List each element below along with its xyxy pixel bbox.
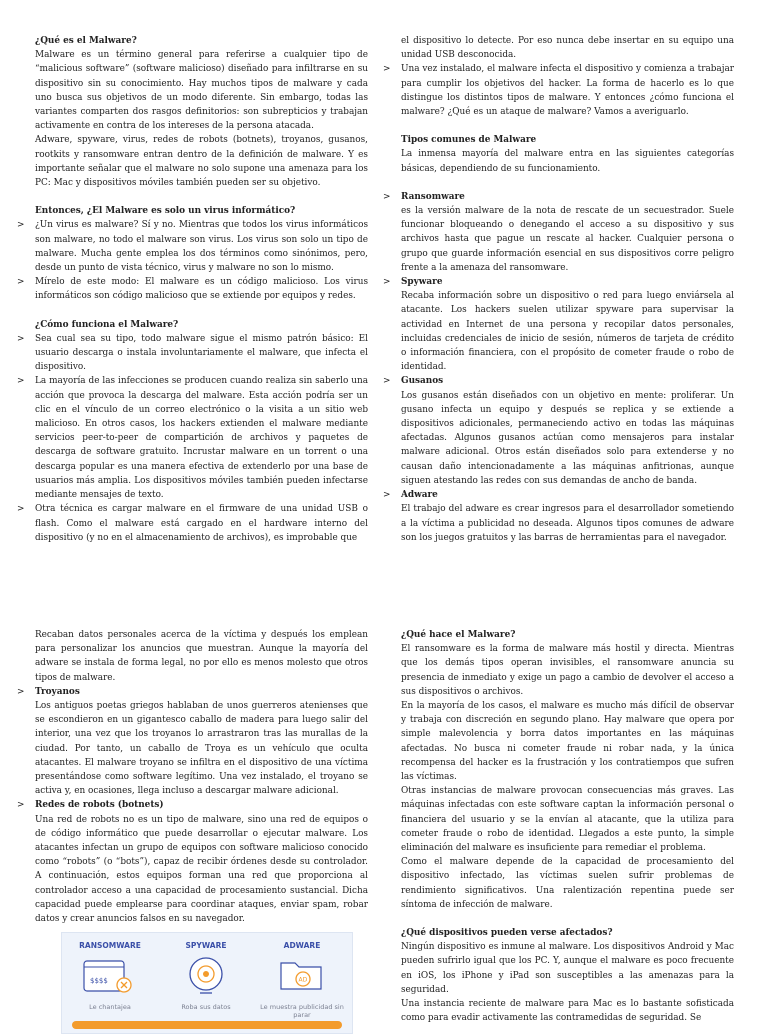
paragraph: Una red de robots no es un tipo de malware, sino una red de equipos o de código informático que puede desarrollar o ejecutar malware. Los atacantes infectan un grupo de equipos con software malicioso conocido como “robots” (o “bots”), capaz de recibir órdenes desde su controlador. A continuación, estos equipos forman una red que proporciona al controlador acceso a una capacidad de procesamiento sustancial. Dicha capacidad puede emplearse para coordinar ataques, enviar spam, robar datos y crear anuncios falsos en su navegador. <box>35 814 368 925</box>
column-3 <box>17 628 368 926</box>
column-2 <box>383 34 734 545</box>
subheading-botnets: > Redes de robots (botnets) <box>35 798 368 812</box>
paragraph: Ningún dispositivo es inmune al malware. Los dispositivos Android y Mac pueden sufrirlo igual que los PC. Y, aunque el malware es poco frecuente en iOS, los iPhone y iPad son susceptibles a las amenazas para la seguridad. <box>401 942 734 995</box>
paragraph: En la mayoría de los casos, el malware es mucho más difícil de observar y trabaja con discreción en segundo plano. Hay malware que opera por simple malevolencia y borra datos importantes en las máquinas afectadas. No busca ni cometer fraude ni robar nada, y la única recompensa del hacker es la frustración y los contratiempos que sufren las víctimas. <box>401 701 734 783</box>
heading-que-hace: ¿Qué hace el Malware? <box>401 630 516 640</box>
svg-text:AD: AD <box>298 976 308 984</box>
ransom-screen-icon <box>80 957 140 997</box>
bullet-marker-icon: > <box>383 64 391 75</box>
column-1 <box>17 34 368 545</box>
subheading-adware: > Adware <box>401 488 734 502</box>
paragraph: El ransomware es la forma de malware más hostil y directa. Mientras que los demás tipos operan invisibles, el ransomware anuncia su presencia de inmediato y exige un pago a cambio de devolver el acceso a sus dispositivos o archivos. <box>401 644 734 697</box>
paragraph: Los antiguos poetas griegos hablaban de unos guerreros atenienses que se escondieron en un gigantesco caballo de madera para luego salir del interior, una vez que los troyanos lo arrastraron tras las murallas de la ciudad. Por tanto, un caballo de Troya es un vehículo que oculta atacantes. El malware troyano se infiltra en el dispositivo de una víctima presentándose como software legítimo. Una vez instalado, el troyano se activa y, en ocasiones, llega incluso a descargar malware adicional. <box>35 701 368 797</box>
ad-folder-icon <box>277 955 327 995</box>
bullet-marker-icon: > <box>17 220 25 231</box>
infographic-adware: ADWARE AD Le muestra publicidad sin parar <box>260 941 344 1019</box>
bullet-item: > Una vez instalado, el malware infecta el dispositivo y comienza a trabajar para cumplir los objetivos del hacker. La forma de hacerlo es lo que distingue los distintos tipos de malware. Y entonces ¿cómo funciona el malware? ¿Qué es un ataque de malware? Vamos a averiguarlo. <box>383 64 734 118</box>
subheading-gusanos: > Gusanos <box>401 374 734 388</box>
bullet-marker-icon: > <box>383 376 391 387</box>
paragraph: Los gusanos están diseñados con un objetivo en mente: proliferar. Un gusano infecta un equipo y después se replica y se extiende a dispositivos adicionales, permaneciendo activo en todas las máquinas afectadas. Algunos gusanos actúan como mensajeros para instalar malware adicional. Otros están diseñados solo para extenderse y no causan daño intencionadamente a las máquinas anfitrionas, aunque siguen atestando las redes con sus demandas de ancho de banda. <box>401 390 734 486</box>
heading-como-funciona: ¿Cómo funciona el Malware? <box>35 319 179 330</box>
paragraph: Recaba información sobre un dispositivo o red para luego enviársela al atacante. Los hackers suelen utilizar spyware para supervisar la actividad en Internet de una persona y recopilar datos personales, incluidas credenciales de inicio de sesión, números de tarjeta de crédito o información financiera, con el propósito de cometer fraude o robo de identidad. <box>401 291 734 373</box>
bullet-marker-icon: > <box>383 191 391 202</box>
paragraph: El trabajo del adware es crear ingresos para el desarrollador sometiendo a la víctima a publicidad no deseada. Algunos tipos comunes de adware son los juegos gratuitos y las barras de herramientas para el navegador. <box>401 504 734 543</box>
malware-infographic <box>61 932 353 1034</box>
heading-dispositivos: ¿Qué dispositivos pueden verse afectados? <box>401 928 613 939</box>
infographic-ransomware: RANSOMWARE $$$$ Le chantajea <box>79 941 141 1011</box>
column-4 <box>401 628 734 1025</box>
subheading-ransomware: > Ransomware <box>401 190 734 204</box>
bullet-marker-icon: > <box>17 277 25 288</box>
bullet-marker-icon: > <box>17 376 25 387</box>
bullet-item: > Mírelo de este modo: El malware es un código malicioso. Los virus informáticos son código malicioso que se extiende por equipos y redes. <box>17 277 368 302</box>
infographic-spyware: SPYWARE Roba sus datos <box>181 941 231 1011</box>
paragraph: es la versión malware de la nota de rescate de un secuestrador. Suele funcionar bloqueando o denegando el acceso a su dispositivo y sus archivos hasta que pague un rescate al hacker. Cualquier persona o grupo que guarde información esencial en sus dispositivos corre peligro frente a la amenaza del ransomware. <box>401 206 734 273</box>
bullet-marker-icon: > <box>17 686 25 697</box>
bullet-marker-icon: > <box>383 277 391 288</box>
subheading-spyware: > Spyware <box>401 275 734 289</box>
paragraph: La inmensa mayoría del malware entra en las siguientes categorías básicas, dependiendo de su funcionamiento. <box>401 149 734 174</box>
paragraph: Adware, spyware, virus, redes de robots (botnets), troyanos, gusanos, rootkits y ransomware entran dentro de la definición de malware. Y es importante señalar que el malware no solo supone una amenaza para los PC: Mac y dispositivos móviles también pueden ser su objetivo. <box>35 135 368 189</box>
paragraph: Una instancia reciente de malware para Mac es lo bastante sofisticada como para evadir activamente las contramedidas de seguridad. Se <box>401 999 734 1024</box>
subheading-troyanos: > Troyanos <box>35 685 368 699</box>
heading-virus: Entonces, ¿El Malware es solo un virus informático? <box>35 206 296 217</box>
infographic-bar <box>72 1021 342 1029</box>
bullet-marker-icon: > <box>17 504 25 515</box>
bullet-item: > Otra técnica es cargar malware en el firmware de una unidad USB o flash. Como el malware está cargado en el hardware interno del dispositivo (y no en el almacenamiento de archivos), es improbable que <box>17 504 368 543</box>
bullet-item: > ¿Un virus es malware? Sí y no. Mientras que todos los virus informáticos son malware, no todo el malware son virus. Los virus son solo un tipo de malware. Mucha gente emplea los dos términos como sinónimos, pero, desde un punto de vista técnico, virus y malware no son lo mismo. <box>17 220 368 274</box>
paragraph: Como el malware depende de la capacidad de procesamiento del dispositivo infectado, las víctimas suelen sufrir problemas de rendimiento significativos. Una ralentización repentina puede ser síntoma de infección de malware. <box>401 857 734 910</box>
paragraph: Malware es un término general para referirse a cualquier tipo de “malicious software” (software malicioso) diseñado para infiltrarse en su dispositivo sin su conocimiento. Hay muchos tipos de malware y cada uno busca sus objetivos de un modo diferente. Sin embargo, todas las variantes comparten dos rasgos definitorios: son subrepticios y trabajan activamente en contra de los intereses de la persona atacada. <box>35 50 368 132</box>
paragraph: Otras instancias de malware provocan consecuencias más graves. Las máquinas infectadas con este software captan la información personal o financiera del usuario y se la envían al atacante, que la utiliza para cometer fraude o robo de identidad. Llegados a este punto, la simple eliminación del malware es insuficiente para remediar el problema. <box>401 786 734 854</box>
svg-text:$$$$: $$$$ <box>90 977 108 985</box>
bullet-marker-icon: > <box>17 333 25 344</box>
bullet-item: > Sea cual sea su tipo, todo malware sigue el mismo patrón básico: El usuario descarga o instala involuntariamente el malware, que infecta el dispositivo. <box>17 333 368 373</box>
bullet-marker-icon: > <box>383 490 391 501</box>
webcam-icon <box>186 955 226 999</box>
heading-que-es: ¿Qué es el Malware? <box>35 36 137 46</box>
bullet-marker-icon: > <box>17 800 25 811</box>
bullet-item: > La mayoría de las infecciones se producen cuando realiza sin saberlo una acción que provoca la descarga del malware. Esta acción podría ser un clic en el vínculo de un correo electrónico o la visita a un sitio web malicioso. En otros casos, los hackers extienden el malware mediante servicios peer-to-peer de compartición de archivos y paquetes de descarga de software gratuito. Incrustar malware en un torrent o una descarga popular es una manera efectiva de extenderlo por una base de usuarios más amplia. Los dispositivos móviles también pueden infectarse mediante mensajes de texto. <box>17 376 368 501</box>
paragraph: el dispositivo lo detecte. Por eso nunca debe insertar en su equipo una unidad USB desconocida. <box>401 36 734 61</box>
paragraph: Recaban datos personales acerca de la víctima y después los emplean para personalizar los anuncios que muestran. Aunque la mayoría del adware se instala de forma legal, no por ello es menos molesto que otros tipos de malware. <box>35 630 368 683</box>
heading-tipos: Tipos comunes de Malware <box>401 135 537 146</box>
